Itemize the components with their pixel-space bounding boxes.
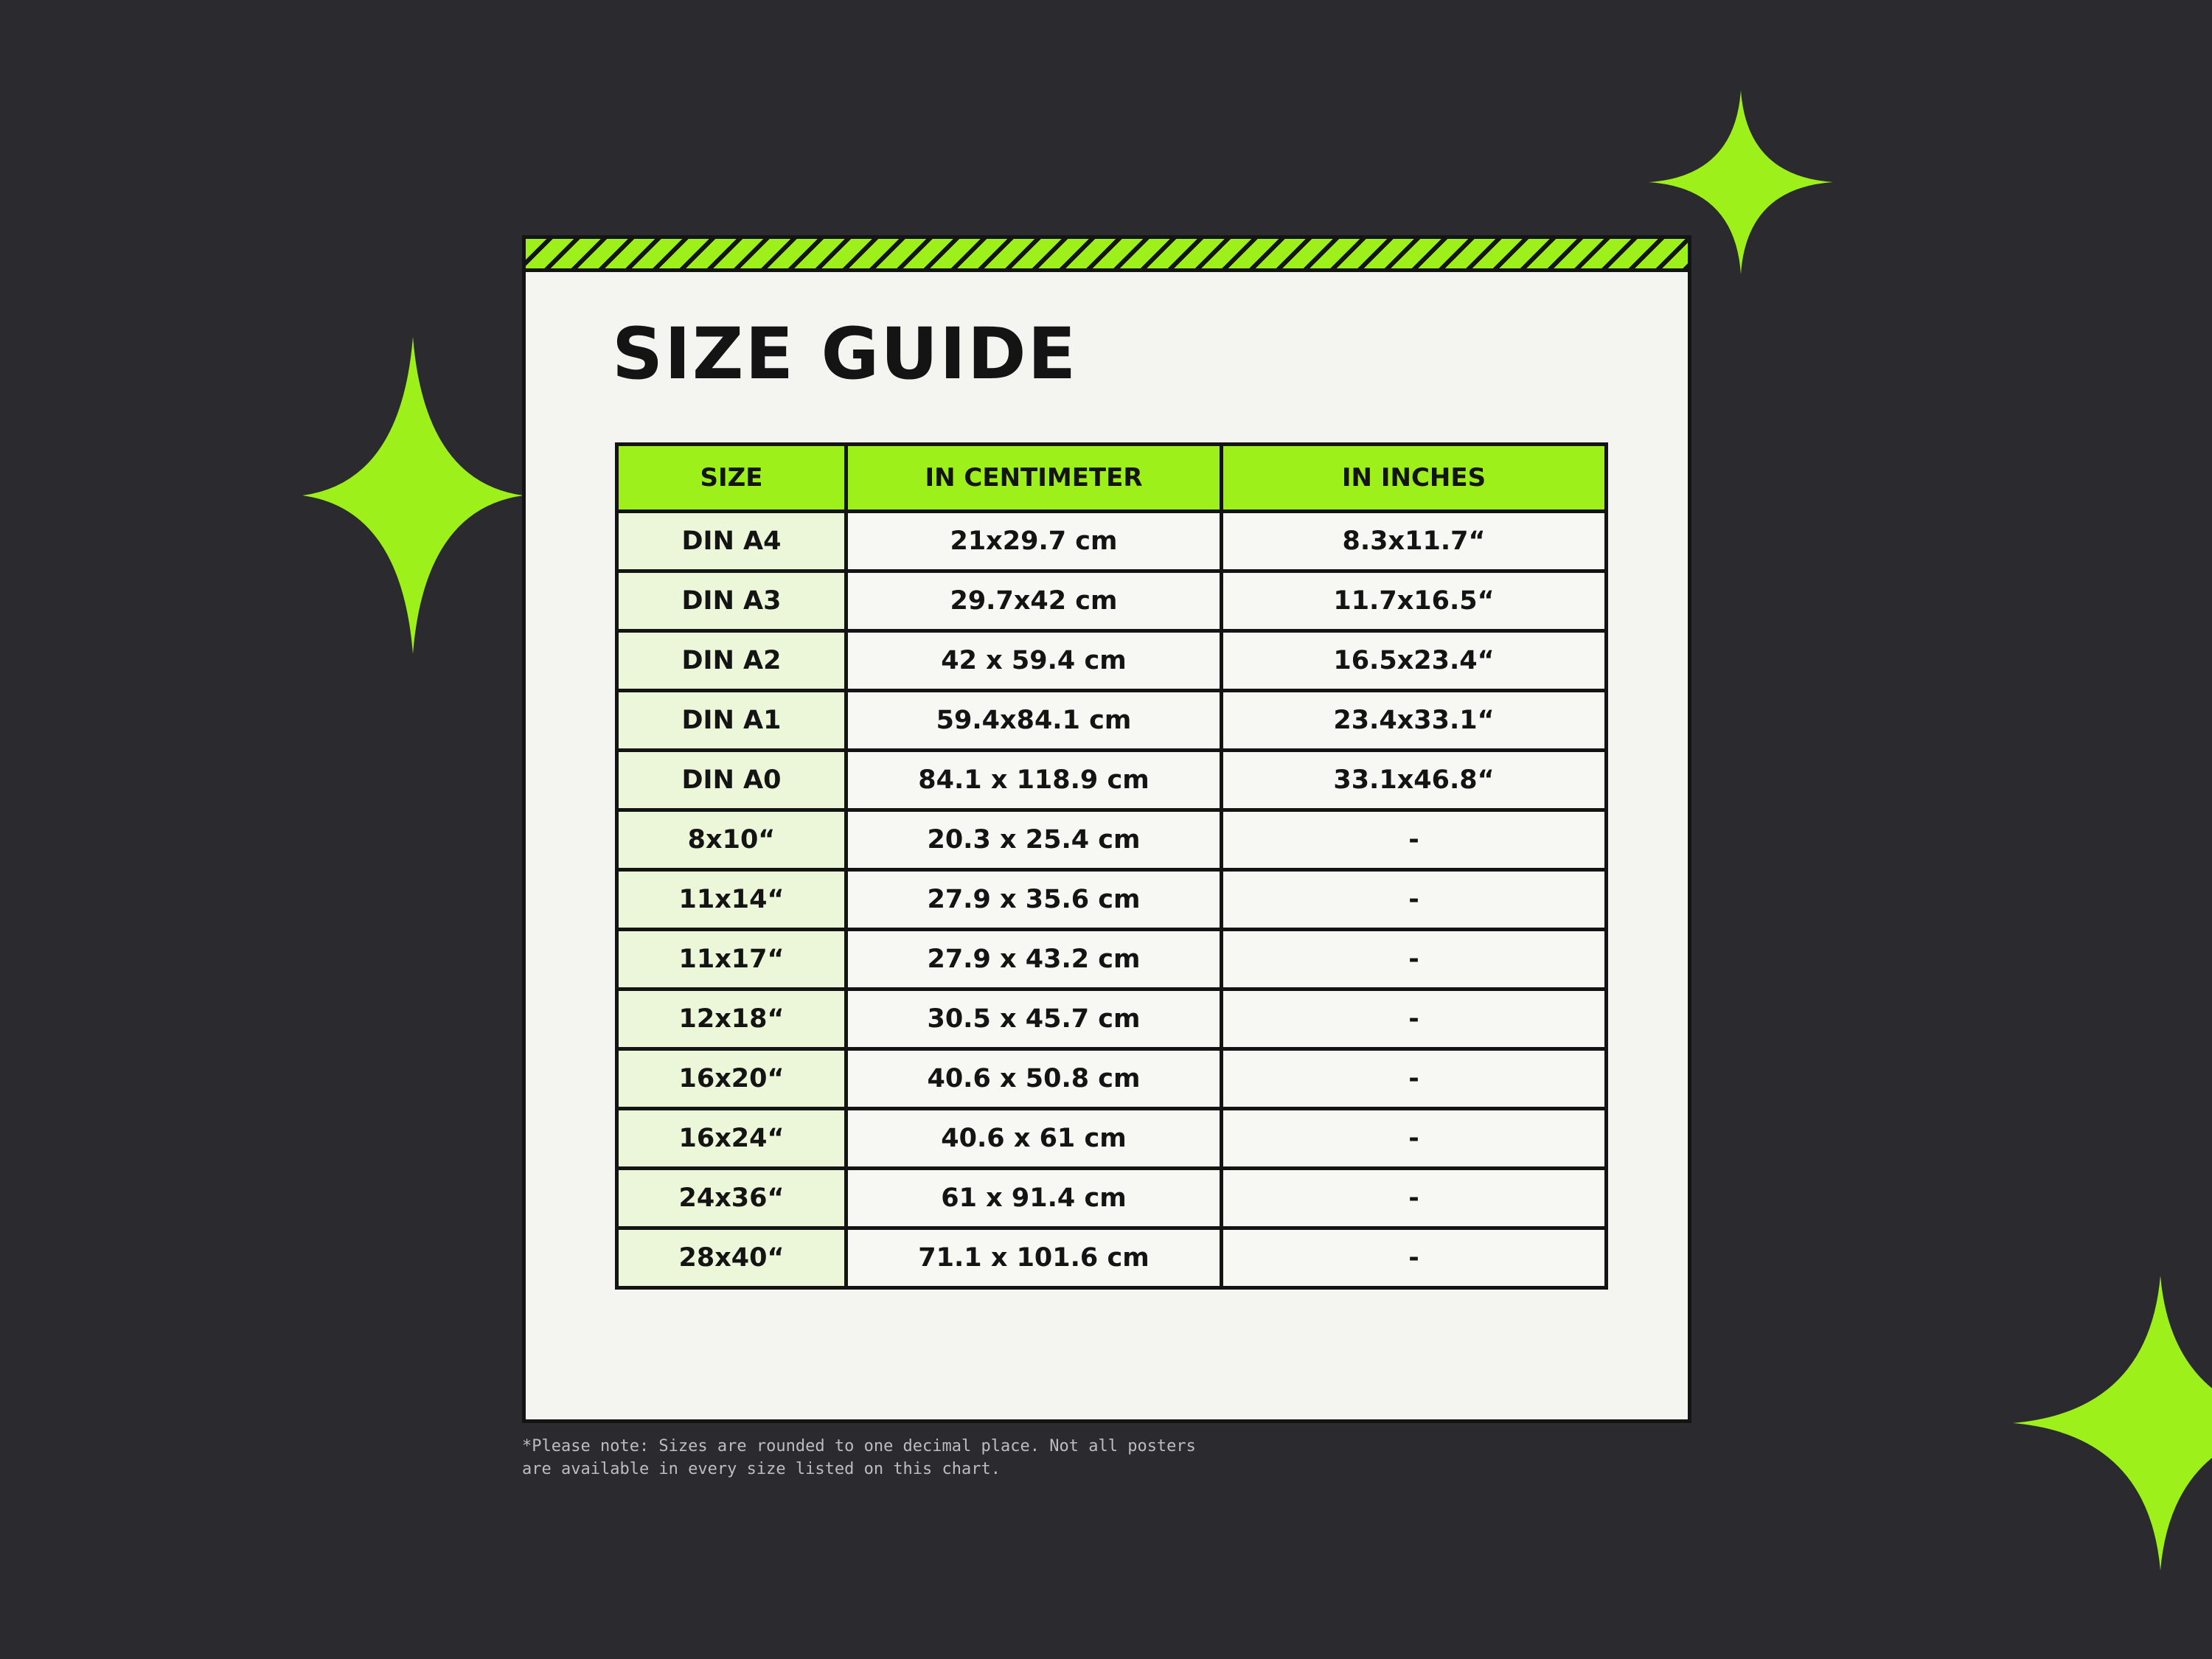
inches-cell: - <box>1222 930 1607 990</box>
table-row <box>617 631 1607 691</box>
inches-cell: - <box>1222 1049 1607 1109</box>
centimeter-cell: 61 x 91.4 cm <box>846 1169 1222 1228</box>
centimeter-cell: 30.5 x 45.7 cm <box>846 990 1222 1049</box>
table-row <box>617 930 1607 990</box>
header-size: SIZE <box>617 445 846 512</box>
table-row <box>617 810 1607 870</box>
size-cell: DIN A3 <box>617 571 846 631</box>
inches-cell: 11.7x16.5“ <box>1222 571 1607 631</box>
header-inches: IN INCHES <box>1222 445 1607 512</box>
inches-cell: 8.3x11.7“ <box>1222 512 1607 571</box>
inches-cell: - <box>1222 990 1607 1049</box>
table-row <box>617 1228 1607 1288</box>
inches-cell: - <box>1222 810 1607 870</box>
header-centimeter: IN CENTIMETER <box>846 445 1222 512</box>
centimeter-cell: 40.6 x 50.8 cm <box>846 1049 1222 1109</box>
size-table <box>615 442 1608 1290</box>
size-cell: DIN A1 <box>617 691 846 751</box>
centimeter-cell: 42 x 59.4 cm <box>846 631 1222 691</box>
table-row <box>617 691 1607 751</box>
table-header-row <box>617 445 1607 512</box>
table-row <box>617 1169 1607 1228</box>
size-cell: DIN A4 <box>617 512 846 571</box>
size-cell: 12x18“ <box>617 990 846 1049</box>
centimeter-cell: 59.4x84.1 cm <box>846 691 1222 751</box>
table-row <box>617 1109 1607 1169</box>
inches-cell: - <box>1222 1169 1607 1228</box>
size-cell: 16x24“ <box>617 1109 846 1169</box>
size-cell: 8x10“ <box>617 810 846 870</box>
inches-cell: - <box>1222 1109 1607 1169</box>
inches-cell: - <box>1222 1228 1607 1288</box>
footnote-line-2: are available in every size listed on this chart. <box>522 1460 1001 1478</box>
size-cell: DIN A0 <box>617 751 846 810</box>
table-row <box>617 512 1607 571</box>
footnote-line-1: *Please note: Sizes are rounded to one decimal place. Not all posters <box>522 1437 1196 1455</box>
inches-cell: 23.4x33.1“ <box>1222 691 1607 751</box>
size-guide-card <box>522 235 1691 1423</box>
size-cell: 16x20“ <box>617 1049 846 1109</box>
table-row <box>617 1049 1607 1109</box>
striped-header-bar <box>526 239 1688 272</box>
page-title: SIZE GUIDE <box>612 313 1078 395</box>
size-cell: DIN A2 <box>617 631 846 691</box>
sparkle-icon-left <box>302 337 524 654</box>
table-row <box>617 751 1607 810</box>
inches-cell: 16.5x23.4“ <box>1222 631 1607 691</box>
table-row <box>617 870 1607 930</box>
centimeter-cell: 71.1 x 101.6 cm <box>846 1228 1222 1288</box>
footnote <box>522 1435 1333 1481</box>
size-cell: 11x17“ <box>617 930 846 990</box>
sparkle-icon-bottom-right <box>2013 1276 2212 1571</box>
size-cell: 28x40“ <box>617 1228 846 1288</box>
size-cell: 11x14“ <box>617 870 846 930</box>
centimeter-cell: 21x29.7 cm <box>846 512 1222 571</box>
centimeter-cell: 27.9 x 35.6 cm <box>846 870 1222 930</box>
inches-cell: - <box>1222 870 1607 930</box>
centimeter-cell: 84.1 x 118.9 cm <box>846 751 1222 810</box>
centimeter-cell: 20.3 x 25.4 cm <box>846 810 1222 870</box>
table-row <box>617 990 1607 1049</box>
centimeter-cell: 40.6 x 61 cm <box>846 1109 1222 1169</box>
centimeter-cell: 29.7x42 cm <box>846 571 1222 631</box>
centimeter-cell: 27.9 x 43.2 cm <box>846 930 1222 990</box>
table-row <box>617 571 1607 631</box>
inches-cell: 33.1x46.8“ <box>1222 751 1607 810</box>
size-cell: 24x36“ <box>617 1169 846 1228</box>
